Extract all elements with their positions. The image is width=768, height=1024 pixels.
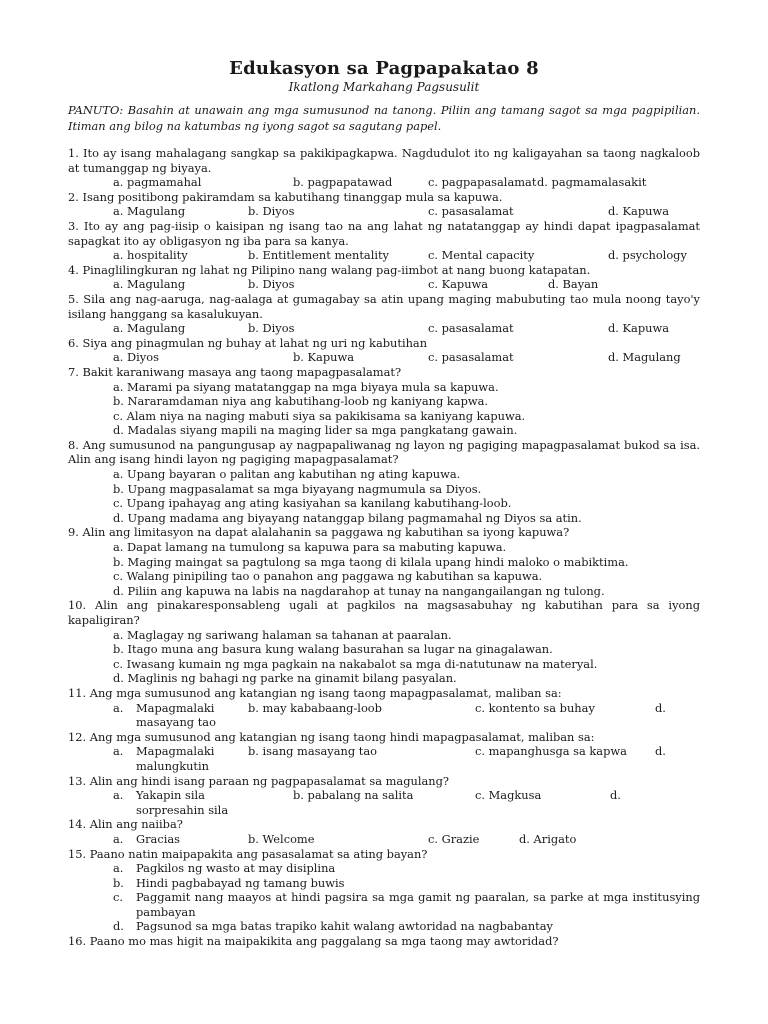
choice-c: c. Upang ipahayag ang ating kasiyahan sa kanilang kabutihang-loob. (113, 496, 512, 511)
choice-a: Pagkilos ng wasto at may disiplina (136, 861, 336, 876)
choice-a-letter: a. (113, 831, 124, 846)
question-text: 14. Alin ang naiiba? (68, 817, 183, 832)
choice-b: b. may kababaang-loob (248, 700, 382, 715)
question-text: 9. Alin ang limitasyon na dapat alalahanin sa paggawa ng kabutihan sa iyong kapuwa? (68, 525, 570, 540)
question-3 (68, 219, 700, 263)
instructions: PANUTO: Basahin at unawain ang mga sumusunod na tanong. Piliin ang tamang sagot sa mga pagpipilian. Itiman ang bilog na katumbas ng iyong sagot sa sagutang papel. (68, 103, 700, 133)
choice-b: b. Itago muna ang basura kung walang basurahan sa lugar na ginagalawan. (113, 642, 553, 657)
choice-a: Mapagmalaki (136, 744, 215, 759)
question-text: 2. Isang positibong pakiramdam sa kabutihang tinanggap mula sa kapuwa. (68, 189, 503, 204)
choice-c: c. pasasalamat (428, 350, 514, 365)
choice-d: d. Madalas siyang mapili na maging lider sa mga pangkatang gawain. (113, 423, 518, 438)
choice-b: b. Maging maingat sa pagtulong sa mga taong di kilala upang hindi maloko o mabiktima. (113, 554, 629, 569)
choice-d: d. Piliin ang kapuwa na labis na nagdarahop at tunay na nangangailangan ng tulong. (113, 583, 605, 598)
choice-b: b. Diyos (248, 321, 295, 336)
choice-a: a. pagmamahal (113, 175, 202, 190)
question-14 (68, 817, 700, 846)
choice-d: d. pagmamalasakit (537, 175, 647, 190)
question-text: 6. Siya ang pinagmulan ng buhay at lahat ng uri ng kabutihan (68, 335, 428, 350)
choice-d: sorpresahin sila (136, 802, 229, 817)
choices (68, 744, 700, 759)
choice-d: d. Upang madama ang biyayang natanggap bilang pagmamahal ng Diyos sa atin. (113, 510, 582, 525)
question-text: 11. Ang mga sumusunod ang katangian ng isang taong mapagpasalamat, maliban sa: (68, 685, 562, 700)
choice-c: c. pasasalamat (428, 321, 514, 336)
choices-continued (68, 715, 700, 730)
choices-continued (68, 759, 700, 774)
choice-a: a. Magulang (113, 277, 186, 292)
question-7 (68, 365, 700, 438)
choice-c: c. pasasalamat (428, 204, 514, 219)
choice-b: b. Upang magpasalamat sa mga biyayang nagmumula sa Diyos. (113, 481, 482, 496)
choices (68, 277, 700, 292)
choice-a: a. Dapat lamang na tumulong sa kapuwa para sa mabuting kapuwa. (113, 540, 507, 555)
page-subtitle: Ikatlong Markahang Pagsusulit (288, 80, 480, 94)
choice-d: d. Bayan (548, 277, 599, 292)
choice-c: Paggamit nang maayos at hindi pagsira sa mga gamit ng paaralan, sa parke at mga institusying pambayan (136, 890, 700, 919)
question-16 (68, 934, 700, 949)
choice-a: a. Marami pa siyang matatanggap na mga biyaya mula sa kapuwa. (113, 379, 499, 394)
choice-d: Pagsunod sa mga batas trapiko kahit walang awtoridad na nagbabantay (136, 919, 553, 934)
choice-d-letter: d. (610, 788, 621, 803)
choice-b-letter: b. (113, 875, 124, 890)
choice-c: c. Alam niya na naging mabuti siya sa pakikisama sa kaniyang kapuwa. (113, 408, 526, 423)
choice-c: c. Magkusa (475, 788, 542, 803)
question-text: 3. Ito ay ang pag-iisip o kaisipan ng isang tao na ang lahat ng natatanggap ay hindi dapat ipagpasalamat sapagkat ito ay obligasyon ng iba para sa kanya. (68, 218, 700, 248)
question-text: 13. Alin ang hindi isang paraan ng pagpapasalamat sa magulang? (68, 773, 450, 788)
choice-a: Gracias (136, 831, 180, 846)
question-5 (68, 292, 700, 336)
choice-d: d. Arigato (519, 831, 577, 846)
choices (68, 467, 700, 525)
choice-d-letter: d. (655, 744, 666, 759)
choice-c: c. Kapuwa (428, 277, 489, 292)
choice-b: b. Entitlement mentality (248, 248, 389, 263)
choices (68, 350, 700, 365)
question-text: 12. Ang mga sumusunod ang katangian ng isang taong hindi mapagpasalamat, maliban sa: (68, 729, 595, 744)
choices (68, 540, 700, 598)
choices (68, 380, 700, 438)
question-2 (68, 190, 700, 219)
choice-a-row (68, 861, 700, 876)
question-text: 10. Alin ang pinakaresponsableng ugali at pagkilos na magsasabuhay ng kabutihan para sa iyong kapaligiran? (68, 598, 700, 627)
choice-c: c. Grazie (428, 831, 480, 846)
choice-d: d. Kapuwa (608, 204, 670, 219)
choices (68, 628, 700, 686)
question-text: 1. Ito ay isang mahalagang sangkap sa pakikipagkapwa. Nagdudulot ito ng kaligayahan sa taong nagkaloob at tumanggap ng biyaya. (68, 146, 700, 175)
choice-a: a. Maglagay ng sariwang halaman sa tahanan at paaralan. (113, 627, 452, 642)
choice-d-row (68, 919, 700, 934)
choice-a: a. Magulang (113, 204, 186, 219)
choice-b: b. Welcome (248, 831, 315, 846)
question-8 (68, 438, 700, 526)
choices (68, 701, 700, 716)
choices (68, 248, 700, 263)
choice-d: masayang tao (136, 715, 216, 730)
question-6 (68, 336, 700, 365)
choice-d-letter: d. (655, 700, 666, 715)
choice-b: b. Diyos (248, 277, 295, 292)
choice-c-letter: c. (113, 890, 124, 905)
question-list (68, 146, 700, 949)
choice-c: c. mapanghusga sa kapwa (475, 744, 627, 759)
question-15 (68, 847, 700, 935)
choice-c: c. Iwasang kumain ng mga pagkain na nakabalot sa mga di-natutunaw na materyal. (113, 656, 598, 671)
choice-b: Hindi pagbabayad ng tamang buwis (136, 875, 345, 890)
choice-a-letter: a. (113, 700, 124, 715)
choice-a-letter: a. (113, 861, 124, 876)
question-text: 4. Pinaglilingkuran ng lahat ng Pilipino nang walang pag-iimbot at nang buong katapatan. (68, 262, 591, 277)
choice-a-letter: a. (113, 744, 124, 759)
choice-c: c. pagpapasalamat (428, 175, 537, 190)
question-11 (68, 686, 700, 730)
choice-c: c. Walang pinipiling tao o panahon ang paggawa ng kabutihan sa kapuwa. (113, 569, 543, 584)
page-title: Edukasyon sa Pagpapakatao 8 (229, 58, 539, 79)
choice-a: a. hospitality (113, 248, 188, 263)
choice-c: c. Mental capacity (428, 248, 535, 263)
choice-b: b. pabalang na salita (293, 788, 414, 803)
choice-a: a. Diyos (113, 350, 159, 365)
choice-a: a. Upang bayaran o palitan ang kabutihan ng ating kapuwa. (113, 467, 461, 482)
choice-d-letter: d. (113, 919, 124, 934)
question-12 (68, 730, 700, 774)
question-text: 8. Ang sumusunod na pangungusap ay nagpapaliwanag ng layon ng pagiging mapagpasalamat bukod sa isa. Alin ang isang hindi layon ng pagiging mapagpasalamat? (68, 437, 700, 467)
choice-c: c. kontento sa buhay (475, 700, 595, 715)
question-13 (68, 774, 700, 818)
question-1 (68, 146, 700, 190)
question-text: 15. Paano natin maipapakita ang pasasalamat sa ating bayan? (68, 846, 428, 861)
question-text: 5. Sila ang nag-aaruga, nag-aalaga at gumagabay sa atin upang maging mabubuting tao mula noong tayo'y isilang hanggang sa kasalukuyan. (68, 291, 700, 321)
choice-a: a. Magulang (113, 321, 186, 336)
choices (68, 832, 700, 847)
choice-b: b. Nararamdaman niya ang kabutihang-loob ng kaniyang kapwa. (113, 394, 489, 409)
choice-a: Mapagmalaki (136, 700, 215, 715)
choices (68, 204, 700, 219)
choice-d: d. Maglinis ng bahagi ng parke na ginamit bilang pasyalan. (113, 671, 457, 686)
choice-b-row (68, 876, 700, 891)
choices (68, 321, 700, 336)
choice-c-row (68, 890, 700, 919)
question-9 (68, 525, 700, 598)
choice-b: b. isang masayang tao (248, 744, 377, 759)
question-text: 16. Paano mo mas higit na maipakikita ang paggalang sa mga taong may awtoridad? (68, 934, 559, 949)
question-10 (68, 598, 700, 686)
choices (68, 175, 700, 190)
choice-d: d. psychology (608, 248, 687, 263)
choice-b: b. Diyos (248, 204, 295, 219)
choice-b: b. Kapuwa (293, 350, 355, 365)
question-text: 7. Bakit karaniwang masaya ang taong mapagpasalamat? (68, 364, 402, 379)
choice-d: d. Kapuwa (608, 321, 670, 336)
choice-d: d. Magulang (608, 350, 681, 365)
choices-continued (68, 803, 700, 818)
choices (68, 788, 700, 803)
choice-b: b. pagpapatawad (293, 175, 393, 190)
choice-d: malungkutin (136, 758, 209, 773)
question-4 (68, 263, 700, 292)
choice-a: Yakapin sila (136, 788, 205, 803)
choice-a-letter: a. (113, 788, 124, 803)
